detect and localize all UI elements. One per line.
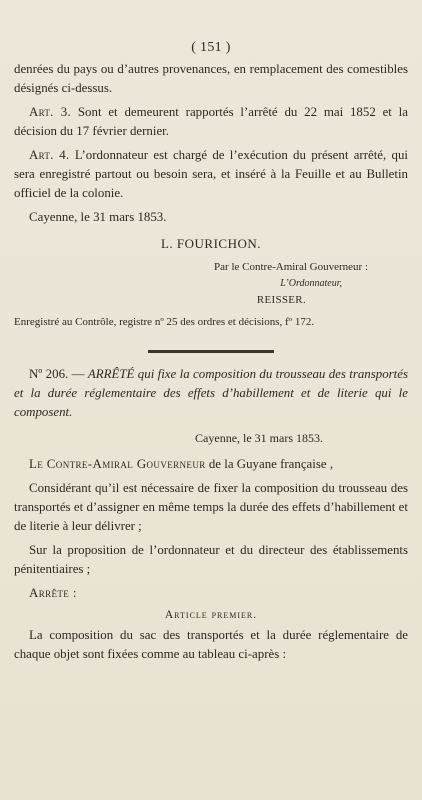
- arrete-dateline: Cayenne, le 31 mars 1853.: [195, 431, 323, 445]
- registry-note: Enregistré au Contrôle, registre nº 25 des ordres et décisions, fº 172.: [14, 316, 315, 328]
- arrete-label: Arrête :: [29, 586, 77, 600]
- signature-fourichon: L. FOURICHON.: [160, 236, 262, 251]
- ordonnateur-title: L’Ordonnateur,: [280, 278, 342, 289]
- governor-line: [14, 455, 408, 474]
- article-premier-heading: Article premier.: [164, 609, 258, 621]
- final-paragraph: La composition du sac des transportés et la durée réglementaire de chaque objet sont fixées comme au tableau ci-après :: [14, 628, 408, 661]
- article-4-label: Art. 4.: [29, 148, 70, 162]
- paragraph-continuation: denrées du pays ou d’autres provenances, en remplacement des comestibles désignés ci-dessus.: [14, 62, 408, 95]
- arrete-number: Nº 206. —: [29, 367, 85, 381]
- by-line-gouverneur: Par le Contre-Amiral Gouverneur :: [214, 261, 368, 273]
- article-3-label: Art. 3.: [29, 105, 72, 119]
- article-4-paragraph: [14, 146, 408, 203]
- article-3-paragraph: [14, 103, 408, 141]
- section-divider: [148, 350, 274, 353]
- governor-text: de la Guyane française ,: [208, 457, 334, 471]
- proposition-paragraph: Sur la proposition de l’ordonnateur et du directeur des établissements pénitentiaires ;: [14, 543, 408, 576]
- place-date-line: Cayenne, le 31 mars 1853.: [29, 210, 167, 224]
- arrete-title: ARRÊTÉ qui fixe la composition du trousseau des transportés et la durée réglementaire des effets d’habillement et de literie qui le composent.: [14, 367, 408, 419]
- arrete-heading: [14, 365, 408, 422]
- page-number-header: ( 151 ): [191, 40, 231, 55]
- article-3-text: Sont et demeurent rapportés l’arrêté du 22 mai 1852 et la décision du 17 février dernier.: [14, 105, 408, 138]
- article-4-text: L’ordonnateur est chargé de l’exécution du présent arrêté, qui sera enregistré partout ou besoin sera, et inséré à la Feuille et au Bulletin officiel de la colonie.: [14, 148, 408, 200]
- considerant-paragraph: Considérant qu’il est nécessaire de fixer la composition du trousseau des transportés et d’assigner en même temps la durée des effets d’habillement et de literie à leur délivrer ;: [14, 481, 408, 533]
- signature-reisser: REISSER.: [256, 294, 306, 306]
- governor-label: Le Contre-Amiral Gouverneur: [29, 457, 206, 471]
